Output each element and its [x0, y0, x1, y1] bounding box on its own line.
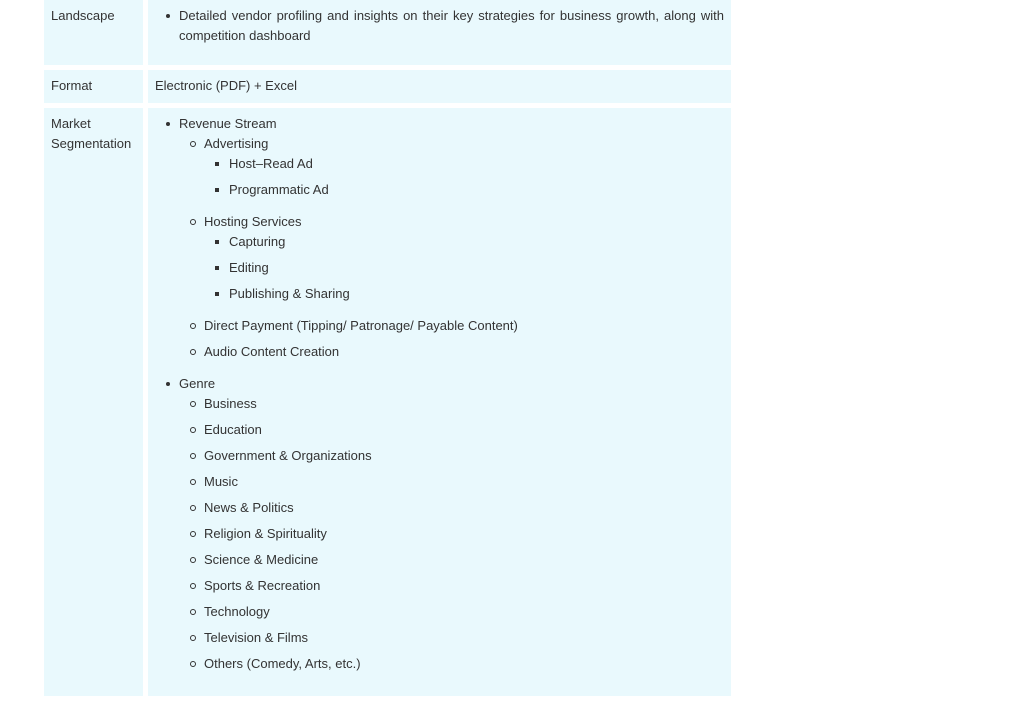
list-item: Publishing & Sharing	[204, 284, 724, 304]
table-row-segmentation	[44, 108, 731, 696]
landscape-list	[155, 6, 724, 46]
list-item: Others (Comedy, Arts, etc.)	[179, 654, 724, 674]
row-value-format: Electronic (PDF) + Excel	[148, 70, 731, 103]
list-item-genre	[155, 374, 724, 674]
list-item-advertising	[179, 134, 724, 200]
table-row-format	[44, 70, 731, 103]
list-item: Science & Medicine	[179, 550, 724, 570]
list-item: News & Politics	[179, 498, 724, 518]
genre-label: Genre	[179, 376, 216, 391]
row-value-segmentation	[148, 108, 731, 696]
hosting-list	[204, 232, 724, 304]
list-item: Sports & Recreation	[179, 576, 724, 596]
segmentation-list	[155, 114, 724, 674]
advertising-label: Advertising	[204, 136, 269, 151]
revenue-stream-label: Revenue Stream	[179, 116, 277, 131]
list-item: Music	[179, 472, 724, 492]
list-item: Television & Films	[179, 628, 724, 648]
list-item: Programmatic Ad	[204, 180, 724, 200]
landscape-bullet: Detailed vendor profiling and insights on their key strategies for business growth, along with competition dashboard	[155, 6, 724, 46]
list-item: Education	[179, 420, 724, 440]
row-label-segmentation: Market Segmentation	[44, 108, 143, 696]
list-item: Business	[179, 394, 724, 414]
hosting-label: Hosting Services	[204, 214, 302, 229]
list-item: Technology	[179, 602, 724, 622]
list-item: Religion & Spirituality	[179, 524, 724, 544]
list-item: Government & Organizations	[179, 446, 724, 466]
row-label-landscape: Landscape	[44, 0, 143, 65]
table-row-landscape	[44, 0, 731, 65]
list-item: Direct Payment (Tipping/ Patronage/ Payable Content)	[179, 316, 724, 336]
revenue-stream-list	[179, 134, 724, 362]
advertising-list	[204, 154, 724, 200]
list-item-hosting-services	[179, 212, 724, 304]
row-label-format: Format	[44, 70, 143, 103]
list-item: Capturing	[204, 232, 724, 252]
genre-list	[179, 394, 724, 674]
list-item: Host–Read Ad	[204, 154, 724, 174]
report-specs-table	[44, 0, 731, 701]
list-item: Audio Content Creation	[179, 342, 724, 362]
row-value-landscape	[148, 0, 731, 65]
list-item: Editing	[204, 258, 724, 278]
list-item-revenue-stream	[155, 114, 724, 362]
